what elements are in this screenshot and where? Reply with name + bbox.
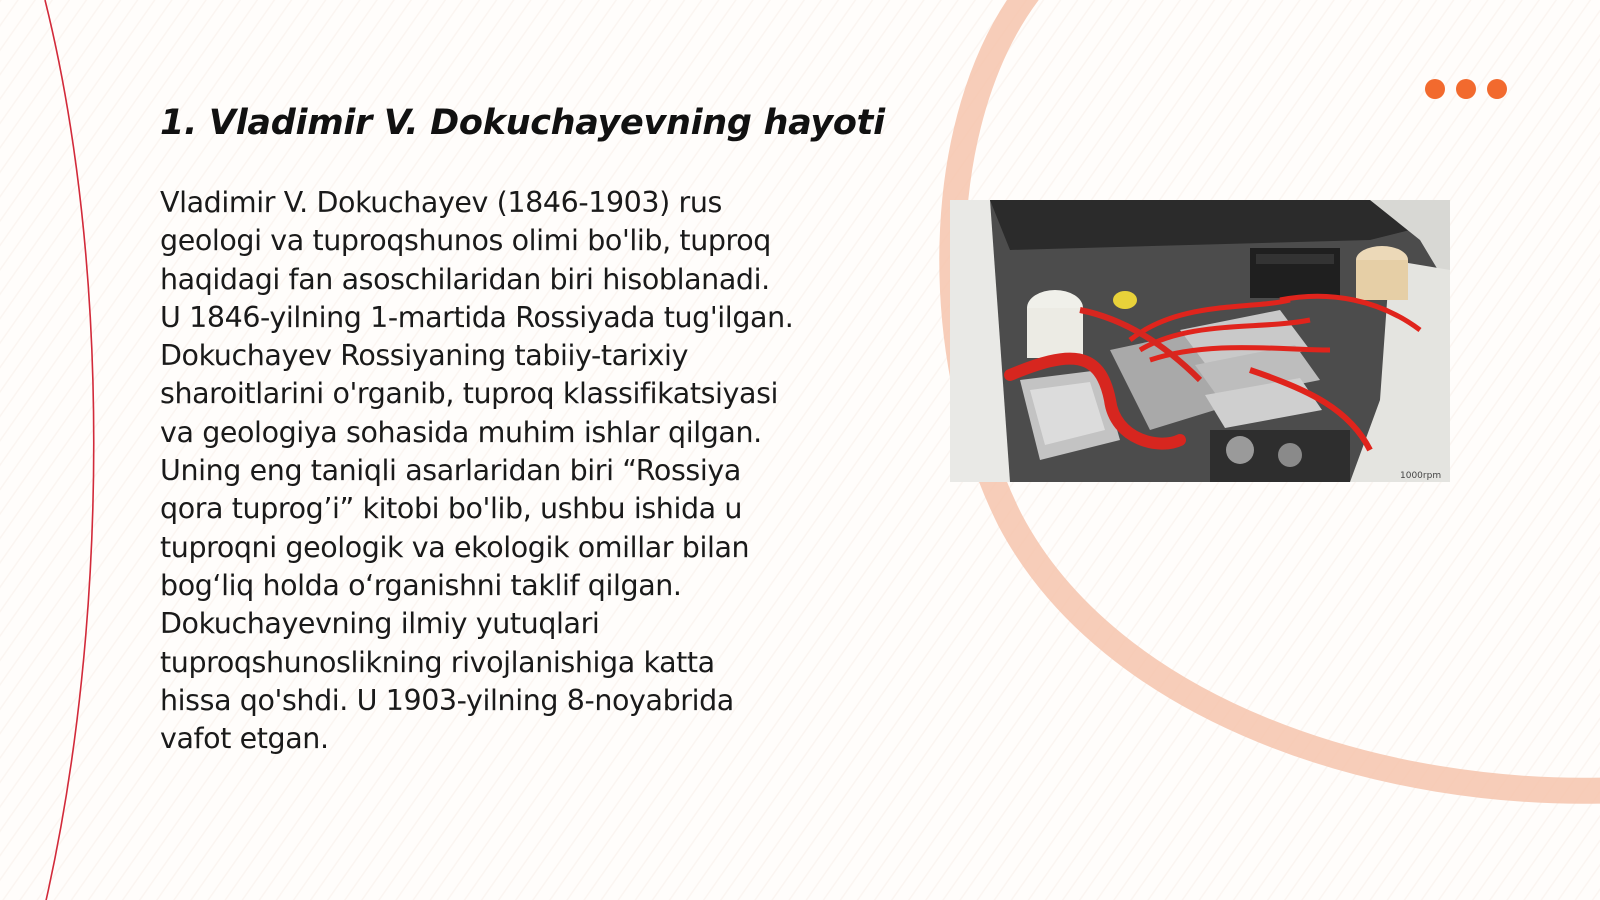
body-line: geologi va tuproqshunos olimi bo'lib, tuproq (160, 224, 771, 258)
body-line: haqidagi fan asoschilaridan biri hisoblanadi. (160, 262, 770, 296)
body-line: Dokuchayev Rossiyaning tabiiy-tarixiy (160, 339, 689, 373)
engine-illustration (950, 200, 1450, 482)
body-line: qora tuprog’i” kitobi bo'lib, ushbu ishida u (160, 492, 743, 526)
slide-body-text (160, 184, 840, 758)
photo-label: 1000rpm (1400, 471, 1442, 481)
body-line: Vladimir V. Dokuchayev (1846-1903) rus (160, 186, 722, 219)
body-line: Uning eng taniqli asarlaridan biri “Rossiya (160, 454, 741, 488)
body-line: Dokuchayevning ilmiy yutuqlari (160, 607, 600, 641)
dot-1 (1425, 79, 1445, 99)
body-line: hissa qo'shdi. U 1903-yilning 8-noyabrida (160, 683, 734, 717)
body-line: bog‘liq holda o‘rganishni taklif qilgan. (160, 568, 682, 602)
body-line: U 1846-yilning 1-martida Rossiyada tug'ilgan. (160, 300, 794, 334)
body-line: sharoitlarini o'rganib, tuproq klassifikatsiyasi (160, 377, 779, 411)
dot-3 (1487, 79, 1507, 99)
dots-decoration (1425, 79, 1507, 99)
slide-title: 1. Vladimir V. Dokuchayevning hayoti (160, 103, 885, 143)
body-line: tuproqni geologik va ekologik omillar bilan (160, 530, 750, 564)
body-line: va geologiya sohasida muhim ishlar qilgan. (160, 415, 762, 449)
car-engine-photo (950, 200, 1450, 482)
body-line: tuproqshunoslikning rivojlanishiga katta (160, 645, 715, 679)
body-line: vafot etgan. (160, 722, 329, 756)
dot-2 (1456, 79, 1476, 99)
